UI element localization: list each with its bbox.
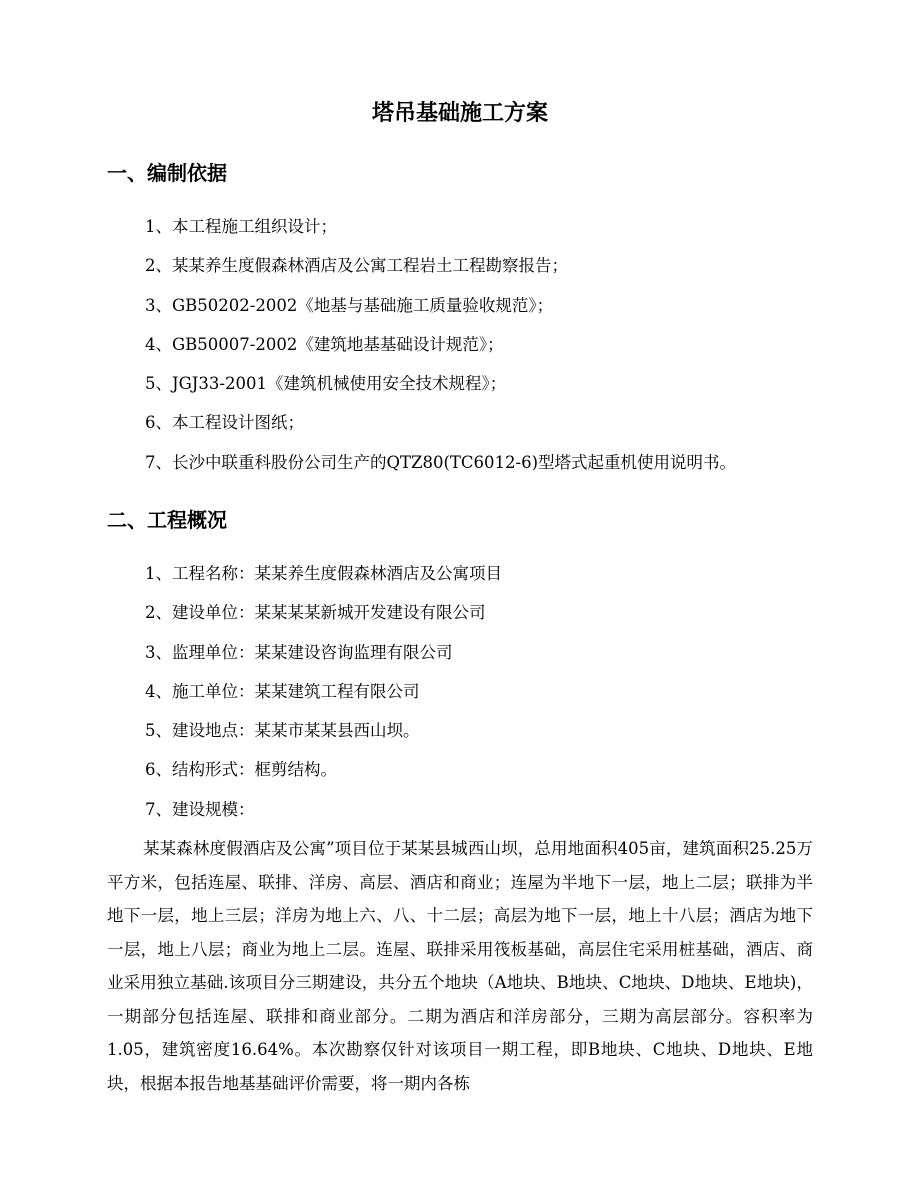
project-scale-paragraph: 某某森林度假酒店及公寓”项目位于某某县城西山坝，总用地面积405亩，建筑面积25.25万平方米，包括连屋、联排、洋房、高层、酒店和商业；连屋为半地下一层，地上二层；联排为半地下一层，地上三层；洋房为地上六、八、十二层；高层为地下一层，地上十八层；酒店为地下一层，地上八层；商业为地上二层。连屋、联排采用筏板基础，高层住宅采用桩基础，酒店、商业采用独立基础.该项目分三期建设，共分五个地块（A地块、B地块、C地块、D地块、E地块)，一期部分包括连屋、联排和商业部分。二期为酒店和洋房部分，三期为高层部分。容积率为1.05，建筑密度16.64%。本次勘察仅针对该项目一期工程，即B地块、C地块、D地块、E地块，根据本报告地基基础评价需要，将一期内各栋 [107,839,813,1093]
section-heading-basis: 一、编制依据 [107,161,227,185]
list-item: 1、工程名称：某某养生度假森林酒店及公寓项目 [145,564,502,583]
list-item: 7、长沙中联重科股份公司生产的QTZ80(TC6012-6)型塔式起重机使用说明书。 [145,452,737,472]
basis-list [145,216,736,491]
document-title: 塔吊基础施工方案 [371,100,548,126]
overview-list [145,563,502,838]
list-item: 3、监理单位：某某建设咨询监理有限公司 [145,642,453,662]
list-item: 6、本工程设计图纸； [145,413,304,433]
list-item: 6、结构形式：框剪结构。 [145,760,337,780]
list-item: 5、JGJ33-2001《建筑机械使用安全技术规程》； [145,374,507,394]
list-item: 2、建设单位：某某某某新城开发建设有限公司 [145,603,486,623]
list-item: 3、GB50202-2002《地基与基础施工质量验收规范》； [145,295,554,315]
list-item: 1、本工程施工组织设计； [145,217,337,236]
list-item: 7、建设规模： [145,799,255,819]
section-heading-overview: 二、工程概况 [107,508,227,532]
list-item: 5、建设地点：某某市某某县西山坝。 [145,721,420,741]
list-item: 4、GB50007-2002《建筑地基基础设计规范》； [145,334,504,354]
list-item: 2、某某养生度假森林酒店及公寓工程岩土工程勘察报告； [145,256,568,276]
list-item: 4、施工单位：某某建筑工程有限公司 [145,681,420,701]
